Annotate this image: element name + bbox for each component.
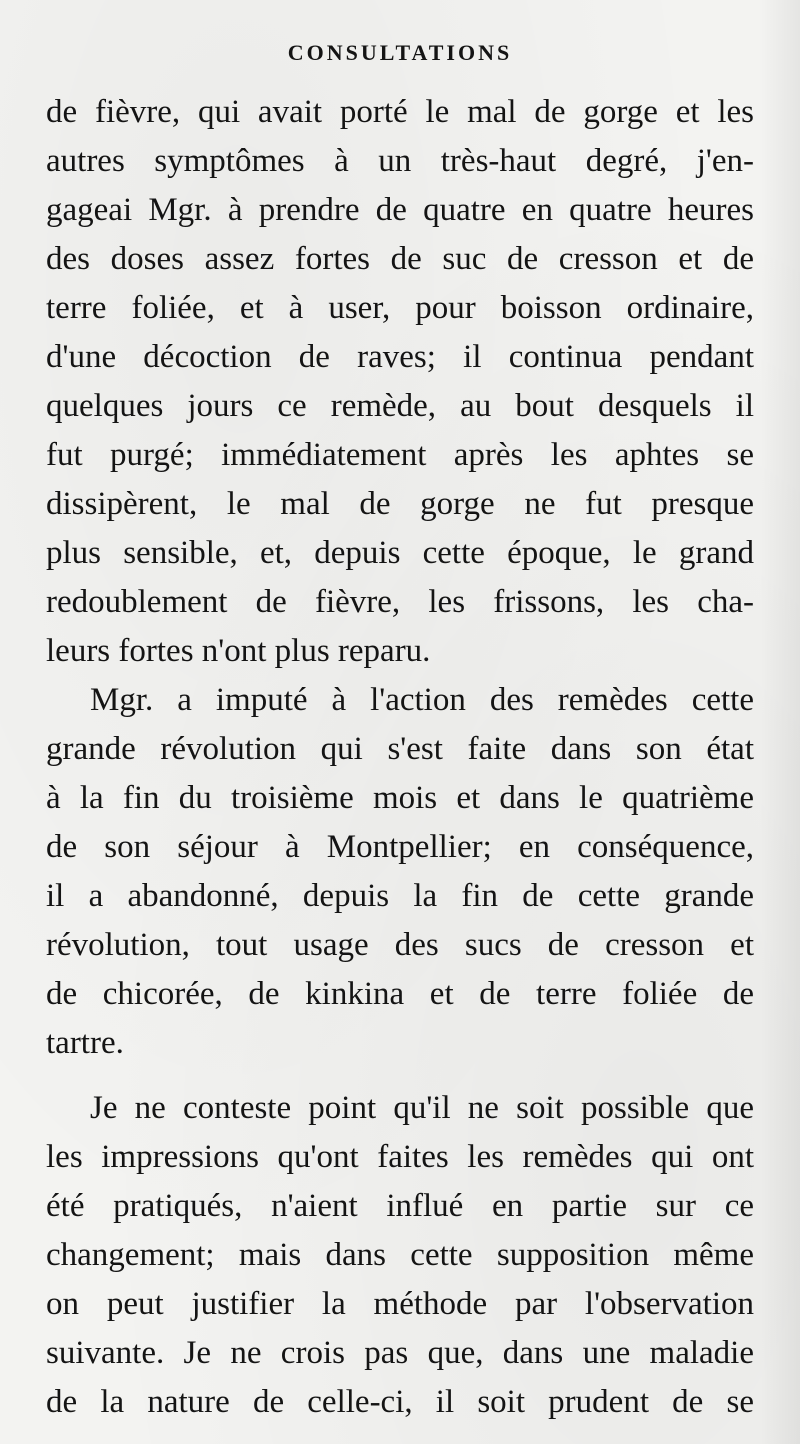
text-line: suivante. Je ne crois pas que, dans une maladie xyxy=(46,1335,754,1371)
paragraph xyxy=(46,88,754,676)
text-line: quelques jours ce remède, au bout desquels il xyxy=(46,388,754,424)
text-line: de son séjour à Montpellier; en conséquence, xyxy=(46,829,754,865)
text-line: de fièvre, qui avait porté le mal de gorge et les xyxy=(46,94,754,130)
text-line: gageai Mgr. à prendre de quatre en quatre heures xyxy=(46,192,754,228)
text-line: Mgr. a imputé à l'action des remèdes cette xyxy=(90,682,754,718)
text-line: des doses assez fortes de suc de cresson et de xyxy=(46,241,754,277)
text-line: terre foliée, et à user, pour boisson ordinaire, xyxy=(46,290,754,326)
text-line: à la fin du troisième mois et dans le quatrième xyxy=(46,780,754,816)
text-line: été pratiqués, n'aient influé en partie sur ce xyxy=(46,1188,754,1224)
text-line: les impressions qu'ont faites les remèdes qui ont xyxy=(46,1139,754,1175)
paragraph xyxy=(46,676,754,1068)
text-line: leurs fortes n'ont plus reparu. xyxy=(46,633,431,669)
page-edge-shadow xyxy=(760,0,800,1444)
body-text xyxy=(46,88,754,1427)
text-line: fut purgé; immédiatement après les aphtes se xyxy=(46,437,754,473)
text-line: changement; mais dans cette supposition même xyxy=(46,1237,754,1273)
text-line: plus sensible, et, depuis cette époque, le grand xyxy=(46,535,754,571)
paragraph xyxy=(46,1084,754,1427)
text-line: révolution, tout usage des sucs de cresson et xyxy=(46,927,754,963)
text-line: grande révolution qui s'est faite dans son état xyxy=(46,731,754,767)
paragraph-gap xyxy=(46,1068,754,1084)
text-line: de la nature de celle-ci, il soit prudent de se xyxy=(46,1384,754,1420)
text-line: redoublement de fièvre, les frissons, les cha- xyxy=(46,584,754,620)
text-line: tartre. xyxy=(46,1025,124,1061)
text-line: d'une décoction de raves; il continua pendant xyxy=(46,339,754,375)
text-line: il a abandonné, depuis la fin de cette grande xyxy=(46,878,754,914)
text-line: de chicorée, de kinkina et de terre foliée de xyxy=(46,976,754,1012)
text-line: dissipèrent, le mal de gorge ne fut presque xyxy=(46,486,754,522)
text-line: Je ne conteste point qu'il ne soit possible que xyxy=(90,1090,754,1126)
running-head: CONSULTATIONS xyxy=(287,40,513,65)
text-line: autres symptômes à un très-haut degré, j'en- xyxy=(46,143,754,179)
text-line: on peut justifier la méthode par l'observation xyxy=(46,1286,754,1322)
